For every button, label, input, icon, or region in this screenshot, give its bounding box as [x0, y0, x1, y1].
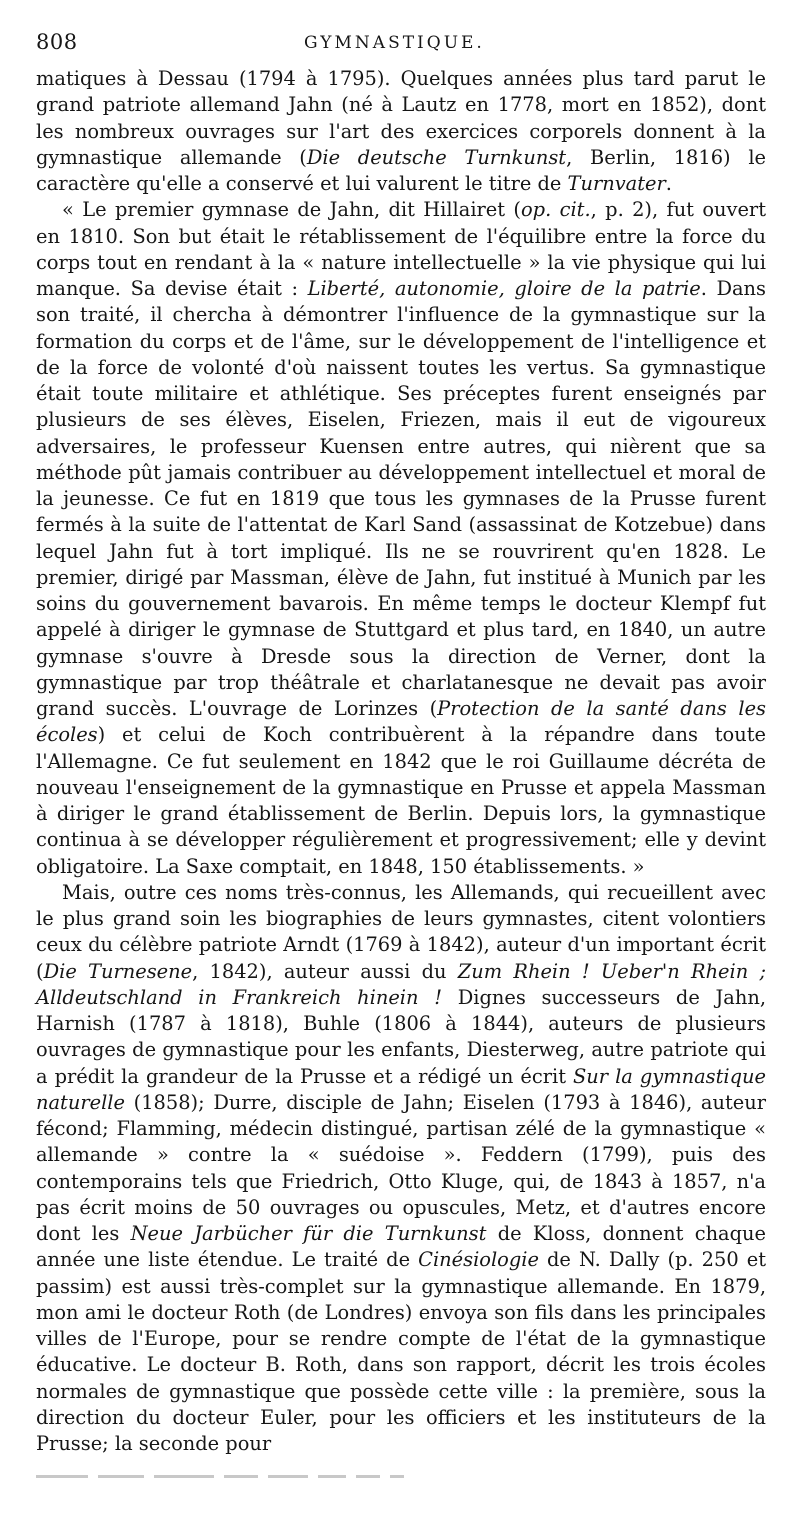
footer-print-smudge [36, 1466, 576, 1470]
italic-title: Sur la gymnastique naturelle [36, 1064, 766, 1114]
text-run: Mais, outre ces noms très-connus, les Allemands, qui recueillent avec le plus grand soin les biographies de leurs gymnastes, citent volontiers ceux du célèbre patriote Arndt (1769 à 1842), auteur d'un important écrit ( [36, 880, 766, 983]
text-run: matiques à Dessau (1794 à 1795). Quelques années plus tard parut le grand patriote allemand Jahn (né à Lautz en 1778, mort en 1852), dont les nombreux ouvrages sur l'art des exercices corporels donnent à la gymnastique allemande ( [36, 67, 766, 169]
italic-title: Die deutsche Turnkunst [306, 145, 567, 169]
body-text [36, 66, 766, 1457]
text-run: de Kloss, donnent chaque année une liste étendue. Le traité de [36, 1222, 766, 1272]
text-run: ) et celui de Koch contribuèrent à la répandre dans toute l'Allemagne. Ce fut seulement en 1842 que le roi Guillaume décréta de nouveau l'enseignement de la gymnastique en Prusse et appela Massman à diriger le grand établissement de Berlin. Depuis lors, la gymnastique continua à se développer régulièrement et progressivement; elle y devint obligatoire. La Saxe comptait, en 1848, 150 établissements. » [36, 723, 766, 878]
text-run: de N. Dally (p. 250 et passim) est aussi très-complet sur la gymnastique allemande. En 1879, mon ami le docteur Roth (de Londres) envoya son fils dans les principales villes de l'Europe, pour se rendre compte de l'état de la gymnastique éducative. Le docteur B. Roth, dans son rapport, décrit les trois écoles normales de gymnastique que possède cette ville : la première, sous la direction du docteur Euler, pour les officiers et les instituteurs de la Prusse; la seconde pour [36, 1248, 766, 1455]
text-run: . [665, 172, 672, 195]
italic-title: Protection de la santé dans les écoles [36, 697, 766, 747]
italic-title: Zum Rhein ! Ueber'n Rhein ; Alldeutschland in Frankreich hinein ! [36, 959, 767, 1009]
text-run: , Berlin, 1816) le caractère qu'elle a conservé et lui valurent le titre de [36, 145, 767, 195]
text-run: . Dans son traité, il chercha à démontrer l'influence de la gymnastique sur la formation du corps et de l'âme, sur le développement de l'intelligence et de la force de volonté d'où naissent toutes les vertus. Sa gymnastique était toute militaire et athlétique. Ses préceptes furent enseignés par plusieurs de ses élèves, Eiselen, Friezen, mais il eut de vigoureux adversaires, le professeur Kuensen entre autres, qui nièrent que sa méthode pût jamais contribuer au développement intellectuel et moral de la jeunesse. Ce fut en 1819 que tous les gymnases de la Prusse furent fermés à la suite de l'attentat de Karl Sand (assassinat de Kotzebue) dans lequel Jahn fut à tort impliqué. Ils ne se rouvrirent qu'en 1828. Le premier, dirigé par Massman, élève de Jahn, fut institué à Munich par les soins du gouvernement bavarois. En même temps le docteur Klempf fut appelé à diriger le gymnase de Stuttgard et plus tard, en 1840, un autre gymnase s'ouvre à Dresde sous la direction de Verner, dont la gymnastique par trop théâtrale et charlatanesque ne devait pas avoir grand succès. L'ouvrage de Lorinzes ( [36, 277, 767, 720]
text-run: , p. 2), fut ouvert en 1810. Son but était le rétablissement de l'équilibre entre la force du corps tout en rendant à la « nature intellectuelle » la vie physique qui lui manque. Sa devise était : [36, 198, 766, 300]
italic-title: Neue Jarbücher für die Turnkunst [130, 1222, 487, 1245]
text-run: Dignes successeurs de Jahn, Harnish (1787 à 1818), Buhle (1806 à 1844), auteurs de plusieurs ouvrages de gymnastique pour les enfants, Diesterweg, autre patriote qui a prédit la grandeur de la Prusse et a rédigé un écrit [36, 985, 766, 1088]
italic-title: Die Turnesene [43, 959, 193, 983]
text-run: (1858); Durre, disciple de Jahn; Eiselen (1793 à 1846), auteur fécond; Flamming, médecin distingué, partisan zélé de la gymnastique « allemande » contre la « suédoise ». Feddern (1799), puis des contemporains tels que Friedrich, Otto Kluge, qui, de 1843 à 1857, n'a pas écrit moins de 50 ouvrages ou opuscules, Metz, et d'autres encore dont les [36, 1090, 766, 1245]
running-title: GYMNASTIQUE. [304, 33, 485, 53]
italic-title: Liberté, autonomie, gloire de la patrie [307, 277, 701, 300]
italic-title: op. cit. [520, 198, 591, 222]
italic-title: Turnvater [567, 172, 666, 195]
paragraph-2 [36, 197, 766, 880]
italic-title: Cinésiologie [418, 1248, 539, 1272]
text-run: , 1842), auteur aussi du [192, 959, 458, 983]
text-run: « Le premier gymnase de Jahn, dit Hillairet ( [62, 198, 521, 222]
paragraph-1 [36, 66, 766, 197]
page-number: 808 [36, 30, 78, 54]
page-header [36, 30, 776, 60]
paragraph-3 [36, 880, 766, 1458]
